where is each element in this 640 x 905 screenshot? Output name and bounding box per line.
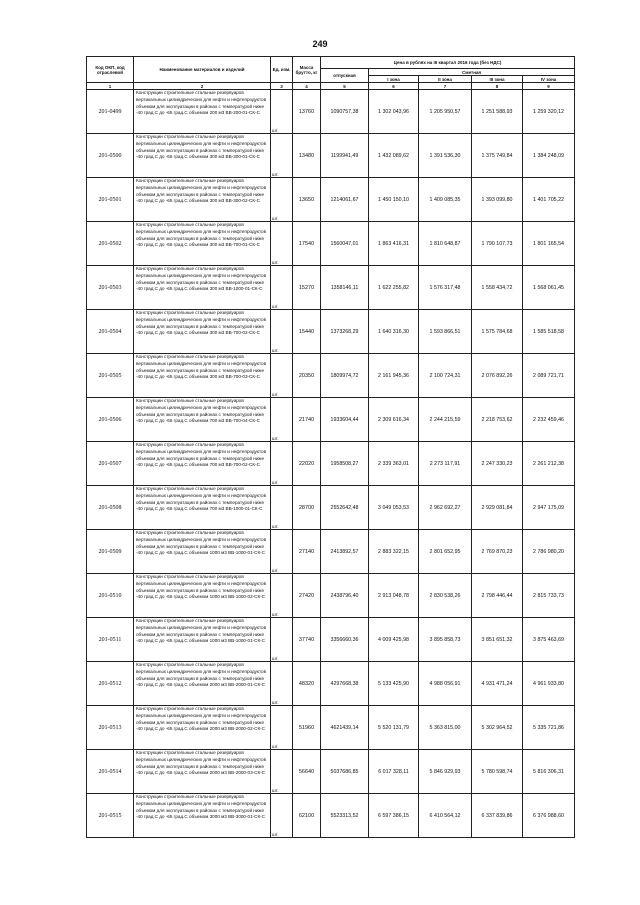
row-code: 201-0512 xyxy=(87,662,134,706)
row-zone-2-price: 2 244 215,59 xyxy=(419,398,472,442)
row-mass: 13480 xyxy=(293,134,321,178)
row-zone-3-price: 1 251 588,93 xyxy=(472,90,523,134)
row-zone-4-price: 1 259 320,12 xyxy=(523,90,575,134)
row-release-price: 1358146,11 xyxy=(321,266,369,310)
row-zone-1-price: 1 622 255,82 xyxy=(369,266,419,310)
row-mass: 17540 xyxy=(293,222,321,266)
row-release-price: 2438796,40 xyxy=(321,574,369,618)
row-mass: 27420 xyxy=(293,574,321,618)
table-row xyxy=(87,794,575,838)
row-zone-1-price: 4 009 425,98 xyxy=(369,618,419,662)
column-number: 1 xyxy=(87,83,134,90)
row-zone-3-price: 4 931 471,24 xyxy=(472,662,523,706)
row-code: 201-0509 xyxy=(87,530,134,574)
table-row xyxy=(87,750,575,794)
row-zone-4-price: 1 401 705,22 xyxy=(523,178,575,222)
row-zone-3-price: 1 375 749,84 xyxy=(472,134,523,178)
column-number: 9 xyxy=(523,83,575,90)
row-zone-2-price: 6 410 564,12 xyxy=(419,794,472,838)
row-code: 201-0503 xyxy=(87,266,134,310)
column-number: 3 xyxy=(271,83,293,90)
row-mass: 37740 xyxy=(293,618,321,662)
table-row xyxy=(87,266,575,310)
header-code: Код ОКП, код отраслевой xyxy=(87,57,134,83)
row-mass: 27140 xyxy=(293,530,321,574)
row-unit: шт. xyxy=(271,530,293,574)
row-name: Конструкции строительные стальные резервуаров вертикальных цилиндрических для нефти и нефтепродуктов объемом для эксплуатации в районах с температурой ниже -40 град.С до -65 град.С объемом 300 м3 ВВ-700-02-СК-С xyxy=(134,310,271,354)
row-unit: шт. xyxy=(271,222,293,266)
row-mass: 48320 xyxy=(293,662,321,706)
row-zone-4-price: 2 232 459,46 xyxy=(523,398,575,442)
header-price-group: Цена в рублях на III квартал 2016 года (без НДС) xyxy=(321,57,575,69)
row-name: Конструкции строительные стальные резервуаров вертикальных цилиндрических для нефти и нефтепродуктов объемом для эксплуатации в районах с температурой ниже -40 град.С до -65 град.С объемом 2000 м3 ВВ-2000-02-СК-С xyxy=(134,706,271,750)
row-release-price: 3356660,36 xyxy=(321,618,369,662)
table-header xyxy=(87,57,575,90)
row-name: Конструкции строительные стальные резервуаров вертикальных цилиндрических для нефти и нефтепродуктов объемом для эксплуатации в районах с температурой ниже -40 град.С до -65 град.С объемом 300 м3 ВВ-300-02-СК-С xyxy=(134,178,271,222)
row-zone-3-price: 2 247 330,23 xyxy=(472,442,523,486)
row-name: Конструкции строительные стальные резервуаров вертикальных цилиндрических для нефти и нефтепродуктов объемом для эксплуатации в районах с температурой ниже -40 град.С до -65 град.С объемом 3000 м3 ВВ-3000-01-СК-С xyxy=(134,794,271,838)
row-zone-1-price: 2 913 048,78 xyxy=(369,574,419,618)
row-mass: 56640 xyxy=(293,750,321,794)
row-zone-3-price: 5 780 598,74 xyxy=(472,750,523,794)
header-zone-3: III зона xyxy=(472,76,523,83)
row-zone-4-price: 2 786 980,20 xyxy=(523,530,575,574)
row-release-price: 5037686,85 xyxy=(321,750,369,794)
row-code: 201-0508 xyxy=(87,486,134,530)
row-zone-3-price: 6 337 839,86 xyxy=(472,794,523,838)
table-row xyxy=(87,618,575,662)
row-release-price: 2413892,57 xyxy=(321,530,369,574)
row-name: Конструкции строительные стальные резервуаров вертикальных цилиндрических для нефти и нефтепродуктов объемом для эксплуатации в районах с температурой ниже -40 град.С до -65 град.С объемом 1000 м3 ВВ-1000-02-СК-С xyxy=(134,574,271,618)
row-zone-4-price: 2 261 212,38 xyxy=(523,442,575,486)
row-code: 201-0501 xyxy=(87,178,134,222)
row-name: Конструкции строительные стальные резервуаров вертикальных цилиндрических для нефти и нефтепродуктов объемом для эксплуатации в районах с температурой ниже -40 град.С до -65 град.С объемом 200 м3 ВВ-200-01-СК-С xyxy=(134,90,271,134)
row-mass: 62100 xyxy=(293,794,321,838)
row-zone-4-price: 2 089 721,71 xyxy=(523,354,575,398)
row-release-price: 1090757,38 xyxy=(321,90,369,134)
row-zone-4-price: 5 335 721,86 xyxy=(523,706,575,750)
row-name: Конструкции строительные стальные резервуаров вертикальных цилиндрических для нефти и нефтепродуктов объемом для эксплуатации в районах с температурой ниже -40 град.С до -65 град.С объемом 300 м3 ВВ-1000-01-СК-С xyxy=(134,266,271,310)
row-unit: шт. xyxy=(271,178,293,222)
row-zone-4-price: 1 384 248,09 xyxy=(523,134,575,178)
row-name: Конструкции строительные стальные резервуаров вертикальных цилиндрических для нефти и нефтепродуктов объемом для эксплуатации в районах с температурой ниже -40 град.С до -65 град.С объемом 1000 м3 ВВ-1000-01-СК-С xyxy=(134,530,271,574)
column-number: 8 xyxy=(472,83,523,90)
row-mass: 28700 xyxy=(293,486,321,530)
row-zone-4-price: 5 816 306,31 xyxy=(523,750,575,794)
table-row xyxy=(87,662,575,706)
row-unit: шт. xyxy=(271,398,293,442)
row-unit: шт. xyxy=(271,618,293,662)
row-zone-2-price: 1 576 317,48 xyxy=(419,266,472,310)
row-release-price: 1560047,01 xyxy=(321,222,369,266)
row-name: Конструкции строительные стальные резервуаров вертикальных цилиндрических для нефти и нефтепродуктов объемом для эксплуатации в районах с температурой ниже -40 град.С до -65 град.С объемом 300 м3 ВВ-700-01-СК-С xyxy=(134,222,271,266)
row-zone-4-price: 1 585 518,58 xyxy=(523,310,575,354)
row-zone-1-price: 2 309 616,34 xyxy=(369,398,419,442)
row-release-price: 4621439,14 xyxy=(321,706,369,750)
page-number: 249 xyxy=(312,39,328,49)
row-zone-4-price: 1 568 061,45 xyxy=(523,266,575,310)
row-mass: 13650 xyxy=(293,178,321,222)
row-code: 201-0502 xyxy=(87,222,134,266)
row-zone-1-price: 2 883 322,15 xyxy=(369,530,419,574)
row-code: 201-0514 xyxy=(87,750,134,794)
row-zone-2-price: 1 810 648,87 xyxy=(419,222,472,266)
row-zone-3-price: 1 790 107,73 xyxy=(472,222,523,266)
row-code: 201-0511 xyxy=(87,618,134,662)
row-zone-1-price: 6 597 386,15 xyxy=(369,794,419,838)
row-zone-1-price: 3 049 053,53 xyxy=(369,486,419,530)
table-row xyxy=(87,310,575,354)
row-mass: 15270 xyxy=(293,266,321,310)
column-number: 5 xyxy=(321,83,369,90)
row-unit: шт. xyxy=(271,134,293,178)
row-release-price: 1958508,27 xyxy=(321,442,369,486)
row-mass: 20350 xyxy=(293,354,321,398)
row-unit: шт. xyxy=(271,310,293,354)
row-zone-2-price: 4 988 056,91 xyxy=(419,662,472,706)
row-zone-2-price: 2 830 538,26 xyxy=(419,574,472,618)
header-release-price: отпускная xyxy=(321,69,369,83)
row-zone-2-price: 5 363 815,00 xyxy=(419,706,472,750)
table-row xyxy=(87,486,575,530)
row-zone-3-price: 2 929 081,84 xyxy=(472,486,523,530)
row-release-price: 5523313,52 xyxy=(321,794,369,838)
column-number-row xyxy=(87,83,575,90)
row-code: 201-0500 xyxy=(87,134,134,178)
column-number: 6 xyxy=(369,83,419,90)
row-zone-2-price: 1 409 085,35 xyxy=(419,178,472,222)
row-zone-2-price: 3 895 858,73 xyxy=(419,618,472,662)
row-zone-2-price: 2 273 117,91 xyxy=(419,442,472,486)
row-mass: 13760 xyxy=(293,90,321,134)
table-row xyxy=(87,574,575,618)
row-unit: шт. xyxy=(271,266,293,310)
row-zone-3-price: 2 769 870,23 xyxy=(472,530,523,574)
header-name: Наименование материалов и изделий xyxy=(134,57,271,83)
column-number: 2 xyxy=(134,83,271,90)
row-zone-1-price: 1 302 043,96 xyxy=(369,90,419,134)
row-zone-4-price: 2 815 733,73 xyxy=(523,574,575,618)
row-name: Конструкции строительные стальные резервуаров вертикальных цилиндрических для нефти и нефтепродуктов объемом для эксплуатации в районах с температурой ниже -40 град.С до -65 град.С объемом 700 м3 ВВ-700-04-СК-С xyxy=(134,398,271,442)
table-row xyxy=(87,442,575,486)
row-zone-2-price: 1 593 866,51 xyxy=(419,310,472,354)
table-row xyxy=(87,178,575,222)
row-name: Конструкции строительные стальные резервуаров вертикальных цилиндрических для нефти и нефтепродуктов объемом для эксплуатации в районах с температурой ниже -40 град.С до -65 град.С объемом 2000 м3 ВВ-2000-03-СК-С xyxy=(134,750,271,794)
row-unit: шт. xyxy=(271,706,293,750)
header-unit: Ед. изм. xyxy=(271,57,293,83)
row-zone-2-price: 2 801 652,95 xyxy=(419,530,472,574)
row-name: Конструкции строительные стальные резервуаров вертикальных цилиндрических для нефти и нефтепродуктов объемом для эксплуатации в районах с температурой ниже -40 град.С до -65 град.С объемом 300 м3 ВВ-300-01-СК-С xyxy=(134,134,271,178)
row-code: 201-0507 xyxy=(87,442,134,486)
row-name: Конструкции строительные стальные резервуаров вертикальных цилиндрических для нефти и нефтепродуктов объемом для эксплуатации в районах с температурой ниже -40 град.С до -65 град.С объемом 300 м3 ВВ-700-03-СК-С xyxy=(134,354,271,398)
row-zone-4-price: 6 376 988,60 xyxy=(523,794,575,838)
table-row xyxy=(87,530,575,574)
row-code: 201-0505 xyxy=(87,354,134,398)
row-zone-3-price: 2 798 446,44 xyxy=(472,574,523,618)
row-zone-2-price: 2 100 724,31 xyxy=(419,354,472,398)
row-unit: шт. xyxy=(271,442,293,486)
row-zone-1-price: 2 161 945,36 xyxy=(369,354,419,398)
row-zone-1-price: 1 640 316,30 xyxy=(369,310,419,354)
table-row xyxy=(87,706,575,750)
row-unit: шт. xyxy=(271,90,293,134)
row-zone-4-price: 3 875 463,69 xyxy=(523,618,575,662)
row-name: Конструкции строительные стальные резервуаров вертикальных цилиндрических для нефти и нефтепродуктов объемом для эксплуатации в районах с температурой ниже -40 град.С до -65 град.С объемом 2000 м3 ВВ-2000-01-СК-С xyxy=(134,662,271,706)
column-number: 4 xyxy=(293,83,321,90)
row-unit: шт. xyxy=(271,794,293,838)
row-mass: 15440 xyxy=(293,310,321,354)
row-name: Конструкции строительные стальные резервуаров вертикальных цилиндрических для нефти и нефтепродуктов объемом для эксплуатации в районах с температурой ниже -40 град.С до -65 град.С объемом 700 м3 ВВ-1000-01-СК-С xyxy=(134,486,271,530)
row-zone-1-price: 5 133 425,90 xyxy=(369,662,419,706)
header-estimate: Сметная xyxy=(369,69,575,76)
column-number: 7 xyxy=(419,83,472,90)
row-zone-1-price: 2 339 363,01 xyxy=(369,442,419,486)
row-zone-1-price: 1 432 089,62 xyxy=(369,134,419,178)
row-code: 201-0510 xyxy=(87,574,134,618)
row-zone-4-price: 2 947 175,09 xyxy=(523,486,575,530)
row-mass: 22020 xyxy=(293,442,321,486)
row-zone-3-price: 1 558 434,72 xyxy=(472,266,523,310)
price-table xyxy=(86,56,575,838)
row-unit: шт. xyxy=(271,574,293,618)
row-zone-2-price: 1 205 950,57 xyxy=(419,90,472,134)
row-release-price: 1214061,67 xyxy=(321,178,369,222)
row-zone-1-price: 5 520 131,79 xyxy=(369,706,419,750)
header-zone-1: I зона xyxy=(369,76,419,83)
table-row xyxy=(87,222,575,266)
header-zone-2: II зона xyxy=(419,76,472,83)
row-mass: 21740 xyxy=(293,398,321,442)
row-release-price: 1809974,72 xyxy=(321,354,369,398)
row-code: 201-0515 xyxy=(87,794,134,838)
header-zone-4: IV зона xyxy=(523,76,575,83)
header-mass: Масса брутто, кг xyxy=(293,57,321,83)
table-body xyxy=(87,90,575,838)
table-row xyxy=(87,90,575,134)
row-release-price: 1199941,49 xyxy=(321,134,369,178)
row-release-price: 4297668,38 xyxy=(321,662,369,706)
row-zone-2-price: 5 846 929,93 xyxy=(419,750,472,794)
row-release-price: 1933604,44 xyxy=(321,398,369,442)
row-unit: шт. xyxy=(271,354,293,398)
row-zone-3-price: 1 575 784,68 xyxy=(472,310,523,354)
row-zone-1-price: 6 017 328,11 xyxy=(369,750,419,794)
row-zone-4-price: 1 801 165,54 xyxy=(523,222,575,266)
row-zone-2-price: 1 391 536,30 xyxy=(419,134,472,178)
row-code: 201-0506 xyxy=(87,398,134,442)
row-code: 201-0513 xyxy=(87,706,134,750)
row-zone-3-price: 3 851 651,32 xyxy=(472,618,523,662)
row-unit: шт. xyxy=(271,486,293,530)
row-unit: шт. xyxy=(271,662,293,706)
row-zone-1-price: 1 863 416,31 xyxy=(369,222,419,266)
row-code: 201-0499 xyxy=(87,90,134,134)
row-zone-4-price: 4 961 933,80 xyxy=(523,662,575,706)
row-zone-3-price: 2 076 892,26 xyxy=(472,354,523,398)
row-code: 201-0504 xyxy=(87,310,134,354)
row-release-price: 1373268,29 xyxy=(321,310,369,354)
table-row xyxy=(87,398,575,442)
table-row xyxy=(87,134,575,178)
table-row xyxy=(87,354,575,398)
row-mass: 51960 xyxy=(293,706,321,750)
row-zone-3-price: 2 218 753,62 xyxy=(472,398,523,442)
row-zone-1-price: 1 450 150,10 xyxy=(369,178,419,222)
row-name: Конструкции строительные стальные резервуаров вертикальных цилиндрических для нефти и нефтепродуктов объемом для эксплуатации в районах с температурой ниже -40 град.С до -65 град.С объемом 1000 м3 ВВ-1000-01-СК-С xyxy=(134,618,271,662)
row-unit: шт. xyxy=(271,750,293,794)
row-zone-3-price: 5 302 964,52 xyxy=(472,706,523,750)
row-zone-2-price: 2 962 692,27 xyxy=(419,486,472,530)
row-release-price: 2552642,48 xyxy=(321,486,369,530)
row-zone-3-price: 1 393 099,80 xyxy=(472,178,523,222)
row-name: Конструкции строительные стальные резервуаров вертикальных цилиндрических для нефти и нефтепродуктов объемом для эксплуатации в районах с температурой ниже -40 град.С до -65 град.С объемом 700 м3 ВВ-700-02-СК-С xyxy=(134,442,271,486)
